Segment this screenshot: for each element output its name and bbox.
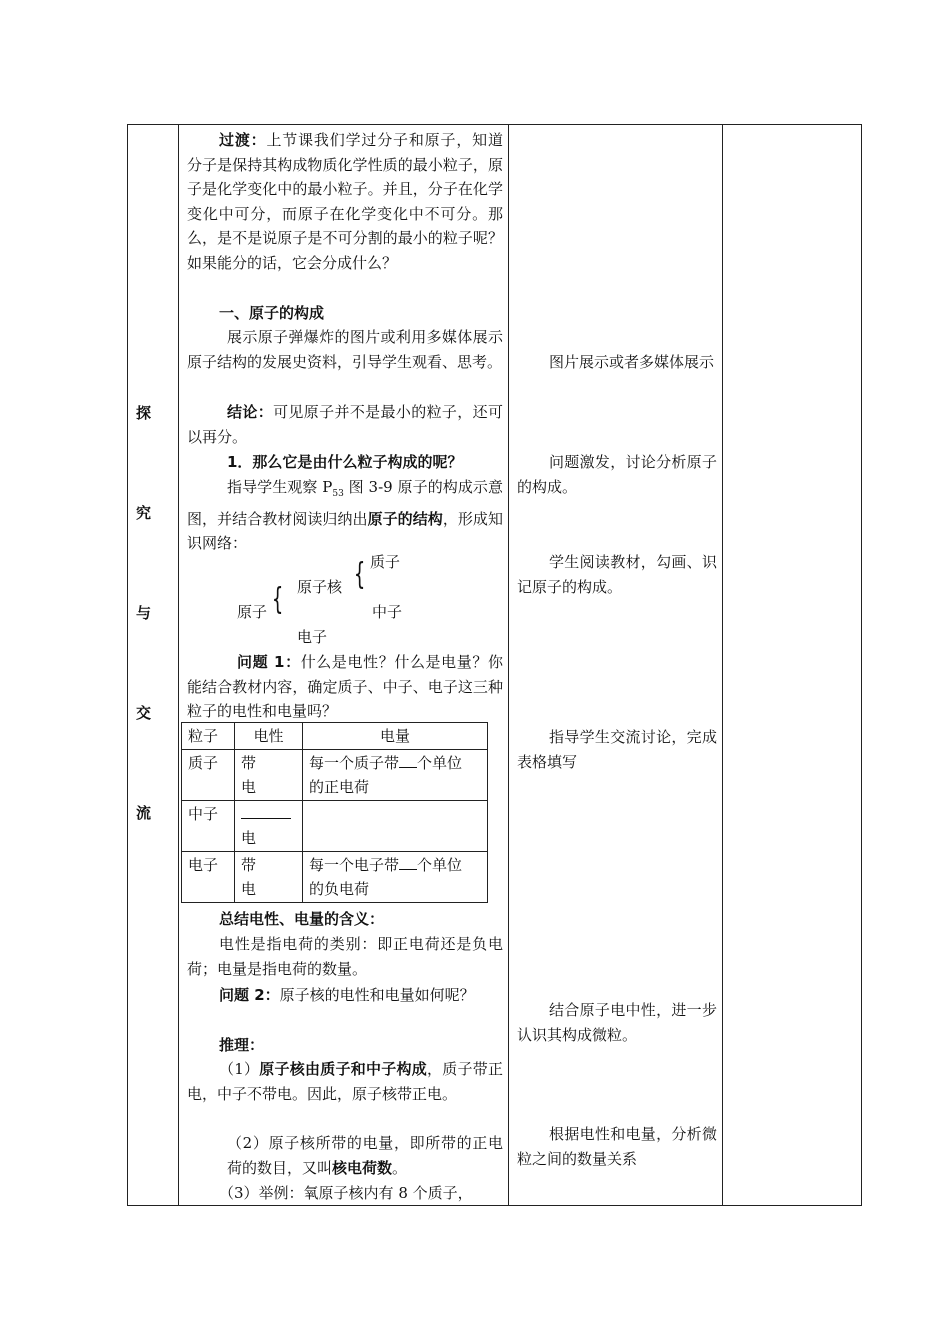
guide-paragraph: 指导学生观察 $P_{53}$ 图 3-9 原子的构成示意图，并结合教材阅读归纳出原子的结构，形成知识网络： [187, 478, 503, 552]
activity-note: 学生阅读教材，勾画、识记原子的构成。 [517, 553, 717, 596]
table-cell [303, 801, 488, 852]
table-row [182, 750, 488, 801]
transition-paragraph: 过渡：上节课我们学过分子和原子，知道分子是保持其构成物质化学性质的最小粒子，原子是化学变化中的最小粒子。并且，分子在化学变化中可分，而原子在化学变化中不可分。那么，是不是说原子是不可分割的最小的粒子呢？如果能分的话，它会分成什么？ [187, 131, 503, 272]
table-header: 粒子 [182, 723, 235, 750]
column-divider [178, 124, 179, 1206]
proton-label: 质子 [370, 553, 401, 571]
reasoning-point-1: （1）原子核由质子和中子构成，质子带正电，中子不带电。因此，原子核带正电。 [187, 1060, 503, 1103]
brace-icon: { [353, 557, 366, 592]
atom-label: 原子 [237, 603, 268, 621]
reasoning-point-3: （3）举例：氧原子核内有 8 个质子， [219, 1184, 473, 1202]
column-divider [508, 124, 509, 1206]
table-cell: 带 电 [235, 750, 303, 801]
question-heading: 1．那么它是由什么粒子构成的呢？ [227, 453, 463, 471]
show-paragraph: 展示原子弹爆炸的图片或利用多媒体展示原子结构的发展史资料，引导学生观看、思考。 [187, 328, 503, 371]
table-cell: 中子 [182, 801, 235, 852]
electron-label: 电子 [297, 628, 328, 646]
column-divider [722, 124, 723, 1206]
table-cell: 带 电 [235, 852, 303, 903]
activity-note: 图片展示或者多媒体展示 [549, 353, 715, 371]
reasoning-point-2: （2）原子核所带的电量，即所带的正电荷的数目，又叫核电荷数。 [227, 1134, 503, 1177]
particle-table [181, 722, 488, 903]
activity-note: 结合原子电中性，进一步认识其构成微粒。 [517, 1001, 717, 1044]
activity-note: 指导学生交流讨论，完成表格填写 [517, 728, 717, 771]
table-header: 电量 [303, 723, 488, 750]
section-heading: 一、原子的构成 [219, 304, 325, 322]
table-header: 电性 [235, 723, 303, 750]
stage-label-char: 探 [136, 404, 152, 422]
nucleus-label: 原子核 [297, 578, 343, 596]
brace-icon: { [271, 582, 284, 617]
activity-note: 根据电性和电量，分析微粒之间的数量关系 [517, 1125, 717, 1168]
table-cell: 每一个电子带 个单位 的负电荷 [303, 852, 488, 903]
summary-paragraph: 电性是指电荷的类别：即正电荷还是负电荷；电量是指电荷的数量。 [187, 935, 503, 978]
question2-paragraph: 问题 2：原子核的电性和电量如何呢？ [219, 986, 475, 1004]
stage-label-char: 流 [136, 804, 152, 822]
neutron-label: 中子 [372, 603, 403, 621]
table-row [182, 801, 488, 852]
table-cell: 每一个质子带 个单位 的正电荷 [303, 750, 488, 801]
stage-label-char: 与 [136, 604, 152, 622]
table-cell: 质子 [182, 750, 235, 801]
conclusion-paragraph: 结论：可见原子并不是最小的粒子，还可以再分。 [187, 403, 503, 446]
stage-label-char: 交 [136, 704, 152, 722]
question1-paragraph: 问题 1：什么是电性？什么是电量？你能结合教材内容，确定质子、中子、电子这三种粒子的电性和电量吗？ [187, 653, 503, 720]
table-header-row [182, 723, 488, 750]
reasoning-heading: 推理： [219, 1036, 265, 1054]
table-cell: 电 [235, 801, 303, 852]
summary-heading: 总结电性、电量的含义： [219, 910, 385, 928]
table-row [182, 852, 488, 903]
stage-label-char: 究 [136, 504, 152, 522]
table-cell: 电子 [182, 852, 235, 903]
activity-note: 问题激发，讨论分析原子的构成。 [517, 453, 717, 496]
